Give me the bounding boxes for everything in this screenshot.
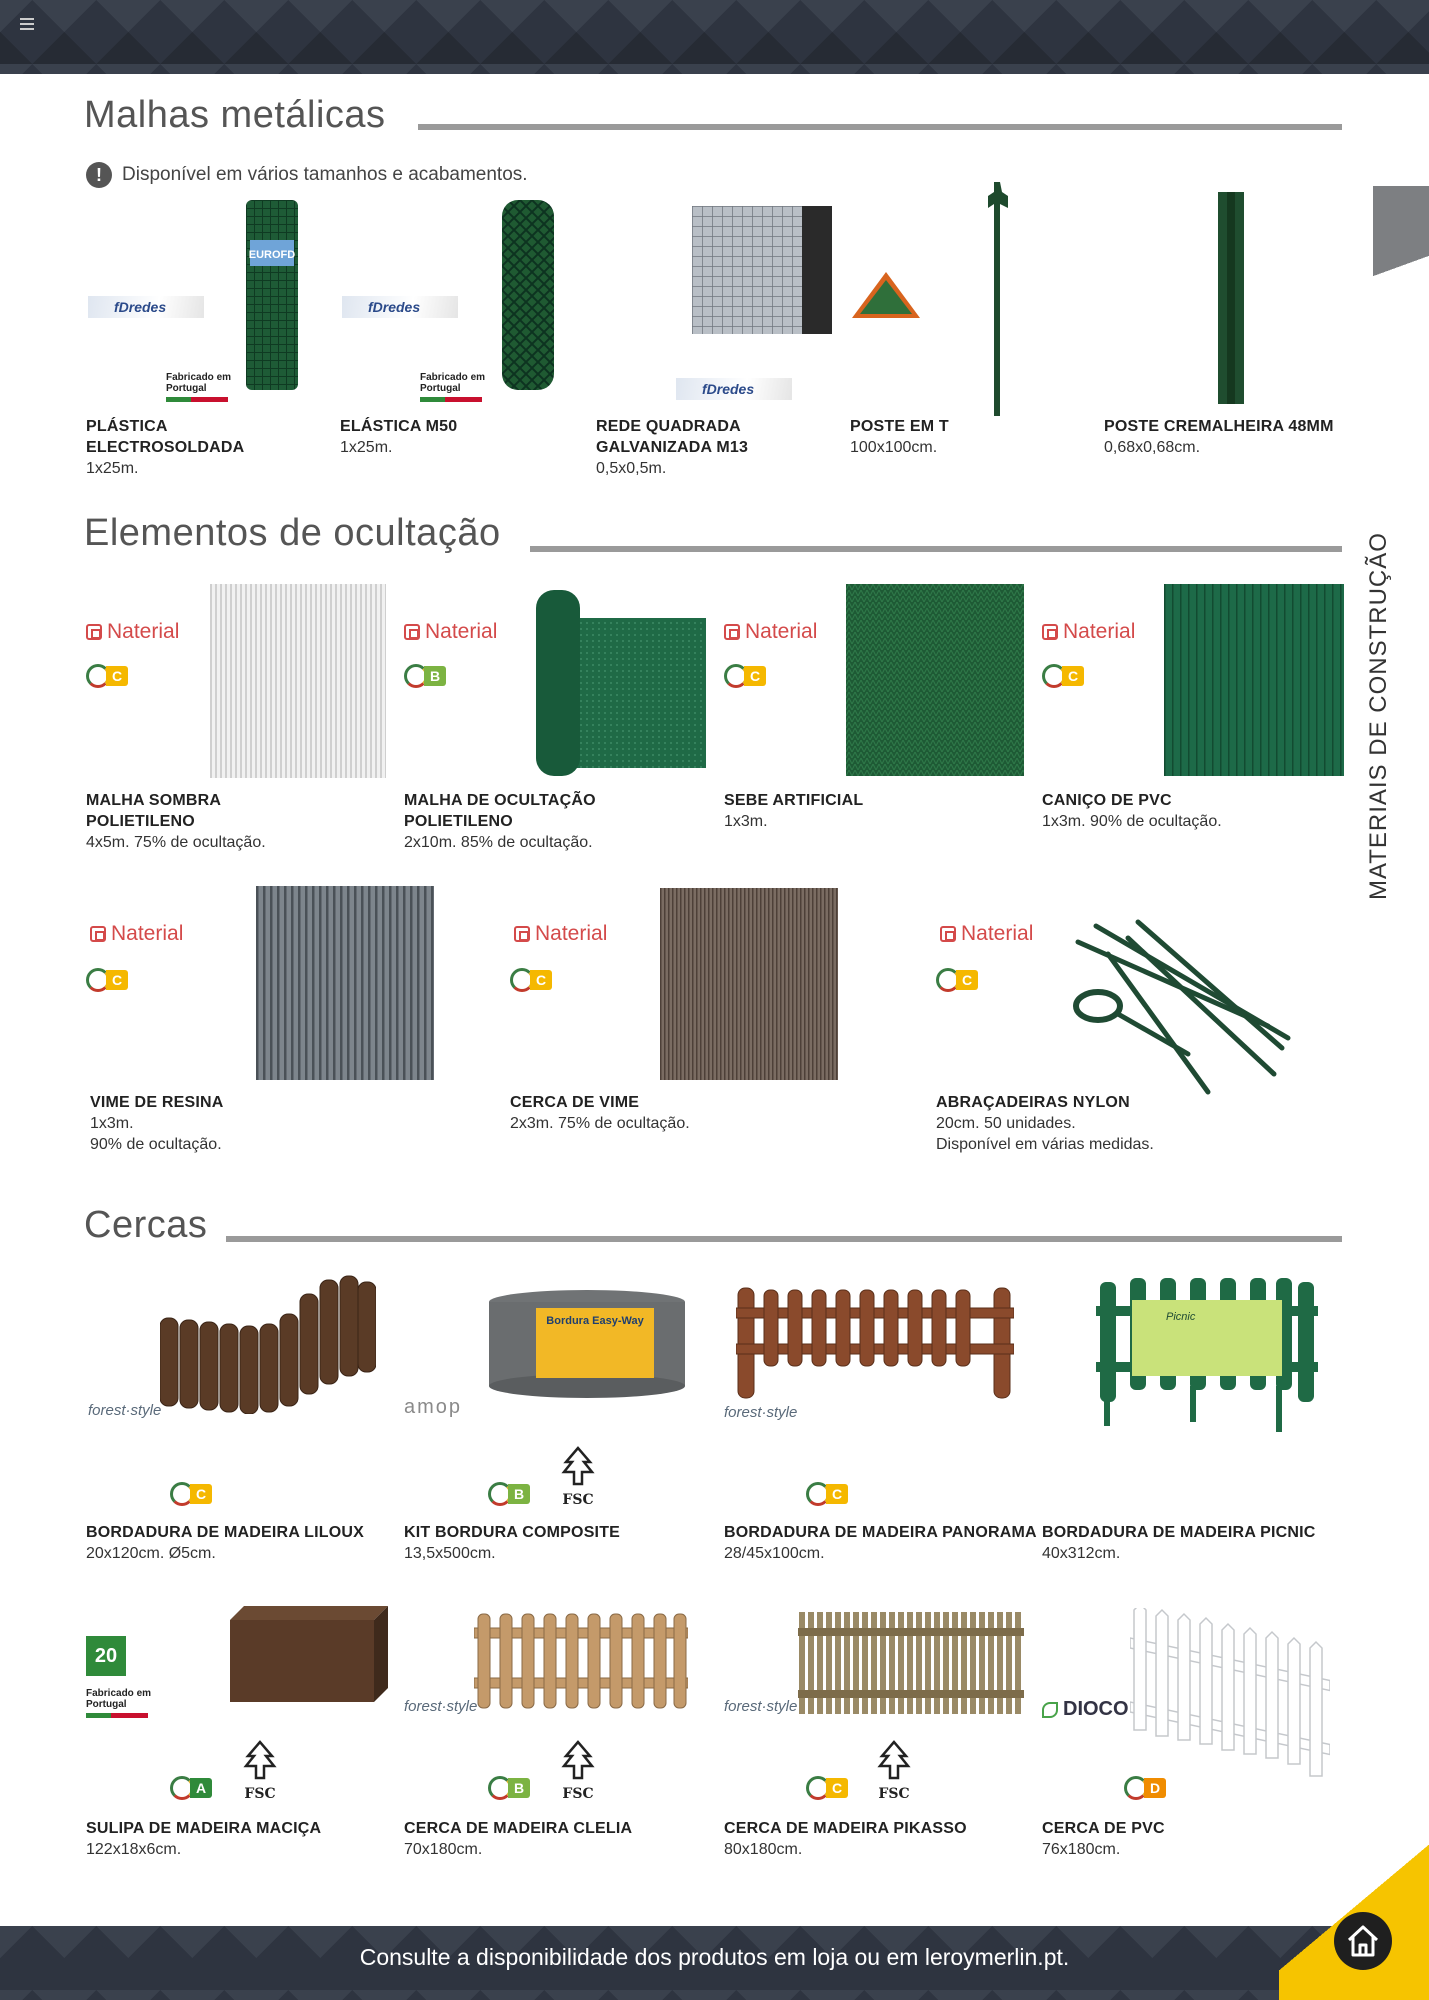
section-rule	[226, 1236, 1342, 1242]
made-in-portugal-badge: Fabricado em Portugal	[420, 372, 490, 402]
eco-grade-badge: B	[404, 664, 446, 688]
product-image-elastica-m50	[502, 200, 554, 390]
product-image-clelia	[474, 1612, 688, 1710]
product-elastica-m50[interactable]: ELÁSTICA M50 1x25m.	[340, 418, 458, 456]
brand-logo-fdredes: fDredes	[342, 296, 458, 318]
eco-grade-badge: C	[1042, 664, 1084, 688]
triangle-brand-logo	[850, 270, 922, 320]
corner-accent	[1279, 1815, 1429, 2000]
section-title-cercas: Cercas	[84, 1204, 208, 1246]
product-sebe-artificial[interactable]: SEBE ARTIFICIAL 1x3m.	[724, 792, 864, 830]
product-poste-em-t[interactable]: POSTE EM T 100x100cm.	[850, 418, 949, 456]
years-warranty-badge: 20	[86, 1636, 126, 1676]
made-in-portugal-badge: Fabricado em Portugal	[166, 372, 236, 402]
product-picnic[interactable]: BORDADURA DE MADEIRA PICNIC 40x312cm.	[1042, 1524, 1316, 1562]
fsc-certification-logo: FSC	[548, 1740, 608, 1802]
eco-grade-badge: C	[724, 664, 766, 688]
product-image-poste-em-t	[986, 182, 1012, 416]
product-vime-resina[interactable]: VIME DE RESINA 1x3m. 90% de ocultação.	[90, 1094, 224, 1153]
product-image-kit-bordura	[488, 1288, 686, 1400]
top-banner	[0, 0, 1429, 74]
product-image-rede-quadrada	[692, 206, 832, 334]
eco-grade-badge: B	[488, 1776, 530, 1800]
product-sulipa[interactable]: SULIPA DE MADEIRA MACIÇA 122x18x6cm.	[86, 1820, 322, 1858]
product-image-picnic	[1096, 1276, 1318, 1432]
product-image-pikasso	[798, 1612, 1024, 1714]
brand-logo-naterial: Naterial	[940, 922, 1033, 946]
brand-logo-naterial: Naterial	[404, 620, 497, 644]
product-image-canico-pvc	[1164, 584, 1344, 776]
info-icon: !	[86, 162, 112, 188]
brand-logo-forest-style: forest·style	[88, 1402, 162, 1419]
package-label: Bordura Easy-Way	[546, 1315, 644, 1327]
product-image-malha-ocultacao	[536, 590, 706, 776]
eco-grade-badge: C	[806, 1776, 848, 1800]
product-image-panorama	[736, 1284, 1014, 1400]
product-panorama[interactable]: BORDADURA DE MADEIRA PANORAMA 28/45x100cm.	[724, 1524, 1037, 1562]
product-rede-quadrada[interactable]: REDE QUADRADA GALVANIZADA M13 0,5x0,5m.	[596, 418, 749, 477]
product-image-liloux	[160, 1274, 376, 1414]
brand-logo-naterial: Naterial	[514, 922, 607, 946]
brand-logo-fdredes: fDredes	[676, 378, 792, 400]
product-cerca-pvc[interactable]: CERCA DE PVC 76x180cm.	[1042, 1820, 1165, 1858]
eco-grade-badge: C	[86, 664, 128, 688]
product-pikasso[interactable]: CERCA DE MADEIRA PIKASSO 80x180cm.	[724, 1820, 967, 1858]
eco-grade-badge: C	[806, 1482, 848, 1506]
product-clelia[interactable]: CERCA DE MADEIRA CLELIA 70x180cm.	[404, 1820, 633, 1858]
product-plastica-electrosoldada[interactable]: PLÁSTICA ELECTROSOLDADA 1x25m.	[86, 418, 245, 477]
brand-logo-naterial: Naterial	[86, 620, 179, 644]
product-image-sebe-artificial	[846, 584, 1024, 776]
product-liloux[interactable]: BORDADURA DE MADEIRA LILOUX 20x120cm. Ø5cm.	[86, 1524, 364, 1562]
side-category-label: MATERIAIS DE CONSTRUÇÃO	[1365, 532, 1392, 900]
product-poste-cremalheira[interactable]: POSTE CREMALHEIRA 48MM 0,68x0,68cm.	[1104, 418, 1334, 456]
product-image-malha-sombra	[210, 584, 386, 778]
product-image-plastica-electrosoldada	[246, 200, 298, 390]
brand-logo-naterial: Naterial	[90, 922, 183, 946]
home-icon	[1345, 1924, 1381, 1958]
brand-logo-naterial: Naterial	[724, 620, 817, 644]
brand-logo-forest-style: forest·style	[724, 1404, 798, 1421]
product-image-cerca-pvc	[1130, 1608, 1330, 1784]
brand-logo-dioco: DIOCO	[1042, 1698, 1129, 1721]
product-image-sulipa	[230, 1606, 388, 1702]
product-kit-bordura[interactable]: KIT BORDURA COMPOSITE 13,5x500cm.	[404, 1524, 621, 1562]
eco-grade-badge: C	[170, 1482, 212, 1506]
availability-notice: ! Disponível em vários tamanhos e acabamentos.	[86, 162, 528, 188]
fsc-certification-logo: FSC	[230, 1740, 290, 1802]
eco-grade-badge: C	[510, 968, 552, 992]
fsc-certification-logo: FSC	[548, 1446, 608, 1508]
package-label: Picnic	[1166, 1311, 1196, 1323]
brand-logo-forest-style: forest·style	[404, 1698, 478, 1715]
eco-grade-badge: C	[86, 968, 128, 992]
product-malha-ocultacao[interactable]: MALHA DE OCULTAÇÃO POLIETILENO 2x10m. 85% de ocultação.	[404, 792, 596, 851]
fsc-certification-logo: FSC	[864, 1740, 924, 1802]
section-rule	[530, 546, 1342, 552]
brand-logo-forest-style: forest·style	[724, 1698, 798, 1715]
made-in-portugal-badge: Fabricado em Portugal	[86, 1688, 156, 1718]
section-title-malhas: Malhas metálicas	[84, 94, 386, 136]
brand-logo-amop: amop	[404, 1396, 463, 1418]
menu-icon[interactable]	[20, 18, 34, 30]
product-abracadeiras[interactable]: ABRAÇADEIRAS NYLON 20cm. 50 unidades. Disponível em várias medidas.	[936, 1094, 1154, 1153]
roll-label: EUROFD	[248, 249, 296, 261]
product-image-vime-resina	[256, 886, 434, 1080]
eco-grade-badge: C	[936, 968, 978, 992]
brand-logo-naterial: Naterial	[1042, 620, 1135, 644]
section-rule	[418, 124, 1342, 130]
product-image-poste-cremalheira	[1214, 192, 1248, 404]
eco-grade-badge: A	[170, 1776, 212, 1800]
home-button[interactable]	[1334, 1912, 1392, 1970]
product-image-cerca-vime	[660, 888, 838, 1080]
section-title-ocultacao: Elementos de ocultação	[84, 512, 501, 554]
eco-grade-badge: B	[488, 1482, 530, 1506]
product-cerca-vime[interactable]: CERCA DE VIME 2x3m. 75% de ocultação.	[510, 1094, 690, 1132]
product-malha-sombra[interactable]: MALHA SOMBRA POLIETILENO 4x5m. 75% de ocultação.	[86, 792, 266, 851]
footer-message: Consulte a disponibilidade dos produtos em loja ou em leroymerlin.pt.	[359, 1944, 1070, 1970]
product-canico-pvc[interactable]: CANIÇO DE PVC 1x3m. 90% de ocultação.	[1042, 792, 1222, 830]
eco-grade-badge: D	[1124, 1776, 1166, 1800]
side-tab-decoration	[1373, 186, 1429, 346]
product-image-abracadeiras	[1068, 914, 1296, 1096]
brand-logo-fdredes: fDredes	[88, 296, 204, 318]
